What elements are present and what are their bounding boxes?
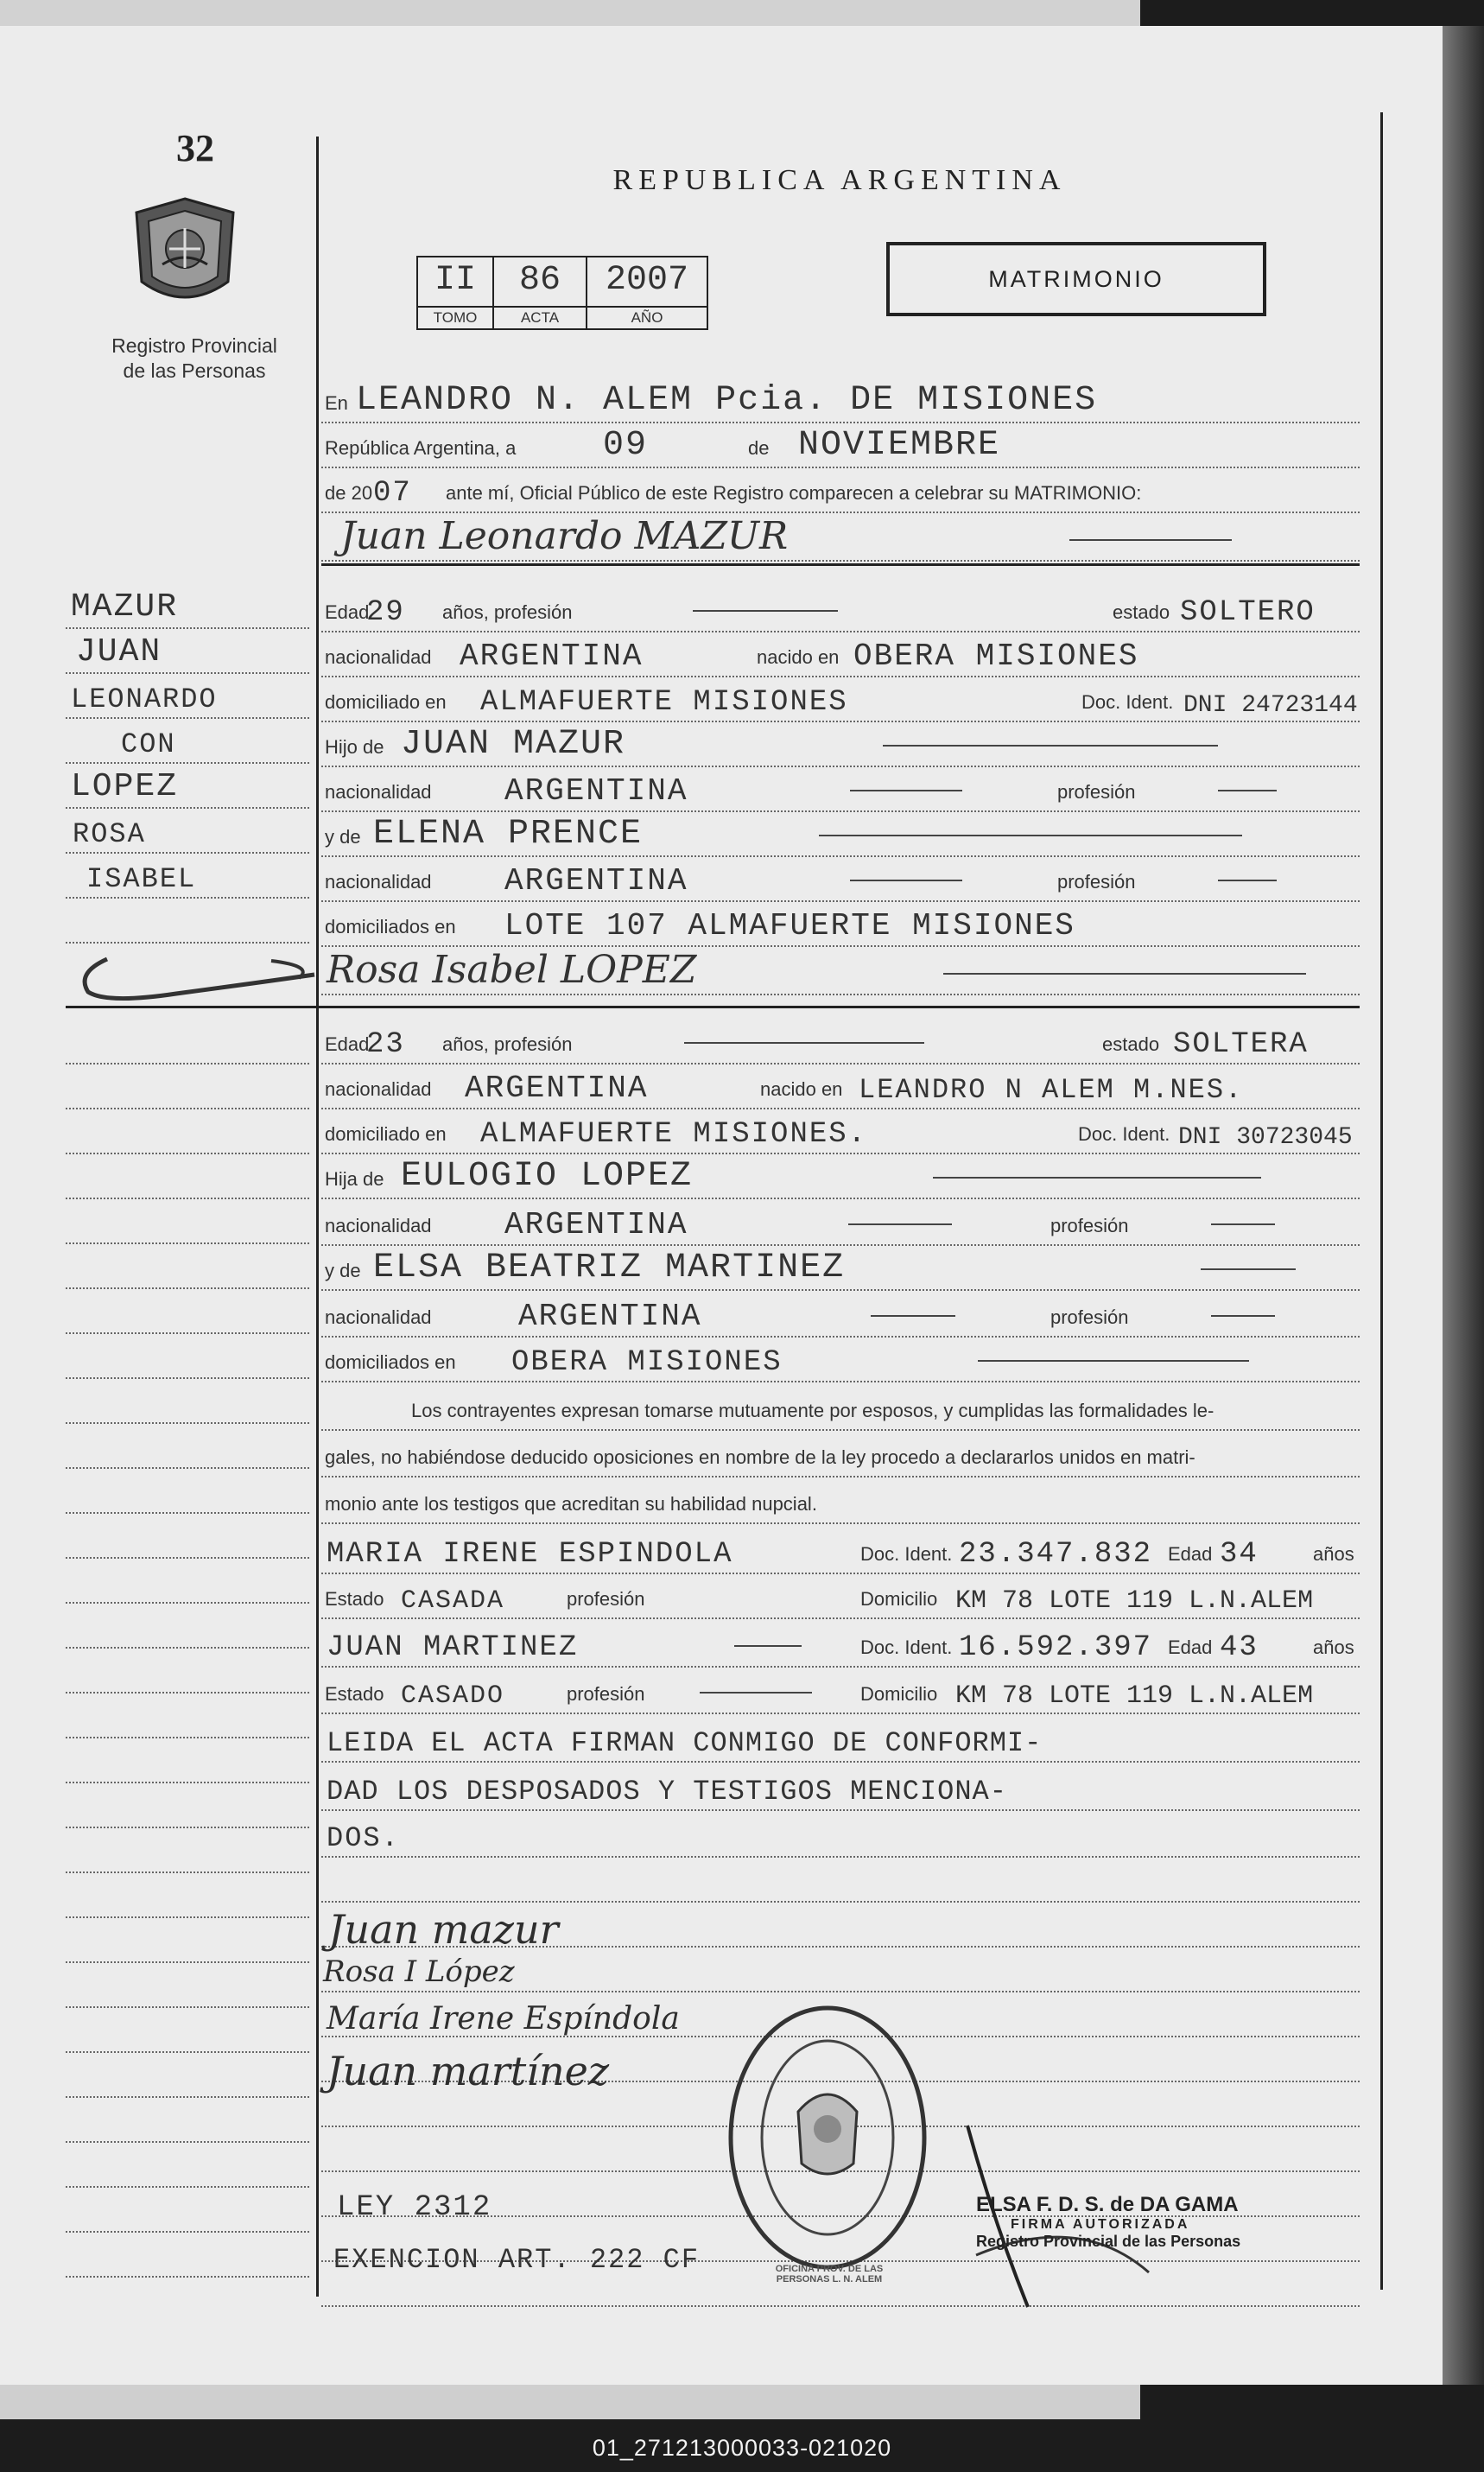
- bride-domiciliados-line: [321, 1338, 1360, 1382]
- groom-estado: SOLTERO: [1180, 596, 1316, 629]
- domiciliado-label: domiciliado en: [325, 1123, 447, 1145]
- bride-padre: EULOGIO LOPEZ: [401, 1157, 694, 1196]
- margin-line: [66, 1109, 309, 1154]
- bride-madre-nac: ARGENTINA: [518, 1299, 702, 1334]
- section-rule-1: [321, 563, 1360, 566]
- witness1-estado: CASADA: [401, 1586, 505, 1616]
- groom-madre: ELENA PRENCE: [373, 815, 644, 854]
- closing-line-2: [321, 1766, 1360, 1811]
- margin-rule: [316, 137, 319, 2297]
- year-line: [321, 468, 1360, 513]
- blank-line: [321, 1858, 1360, 1903]
- anos-label: años: [1313, 1543, 1354, 1565]
- stamp-role: FIRMA AUTORIZADA: [1011, 2217, 1190, 2232]
- estado-label: Estado: [325, 1683, 384, 1705]
- fill-dash: [1211, 1223, 1275, 1225]
- domiciliados-label: domiciliados en: [325, 1351, 456, 1373]
- groom-madre-nac: ARGENTINA: [504, 863, 688, 899]
- bride-nacionalidad-line: [321, 1064, 1360, 1109]
- groom-nacido: OBERA MISIONES: [853, 639, 1139, 674]
- groom-padre-nac-line: [321, 767, 1360, 812]
- bride-hija-line: [321, 1154, 1360, 1199]
- margin-line: [66, 1559, 309, 1604]
- groom-doc: DNI 24723144: [1183, 692, 1358, 719]
- signature-groom: Juan mazur: [328, 1906, 559, 1953]
- witness1-edad: 34: [1220, 1538, 1259, 1571]
- margin-note-text: LOPEZ: [71, 768, 179, 805]
- signature-bride: Rosa I López: [323, 1954, 515, 1989]
- doc-label: Doc. Ident.: [860, 1543, 953, 1565]
- witness1-line: [321, 1529, 1360, 1574]
- doc-label: Doc. Ident.: [1078, 1123, 1170, 1145]
- margin-line: [66, 1873, 309, 1918]
- margin-line: [66, 2008, 309, 2053]
- hijo-label: Hijo de: [325, 736, 384, 758]
- margin-line: [66, 1828, 309, 1873]
- witness1-domicilio: KM 78 LOTE 119 L.N.ALEM: [955, 1586, 1314, 1616]
- bride-nacionalidad: ARGENTINA: [465, 1071, 649, 1106]
- edad-label: Edad: [325, 1033, 370, 1055]
- page-number: 32: [176, 127, 214, 169]
- margin-line: [66, 2233, 309, 2278]
- hija-label: Hija de: [325, 1168, 384, 1190]
- exencion-note: EXENCION ART. 222 CF: [333, 2244, 701, 2276]
- nacionalidad-label: nacionalidad: [325, 646, 432, 668]
- margin-note-7: [66, 854, 309, 899]
- bride-name-line: [321, 950, 1360, 995]
- bride-nacido: LEANDRO N ALEM M.NES.: [859, 1074, 1244, 1106]
- witness2-domicilio: KM 78 LOTE 119 L.N.ALEM: [955, 1681, 1314, 1711]
- groom-madre-line: [321, 812, 1360, 857]
- profesion-label: profesión: [1050, 1306, 1129, 1328]
- fill-dash: [1069, 539, 1232, 541]
- profesion-label: profesión: [1050, 1215, 1129, 1236]
- fill-dash: [819, 835, 1242, 836]
- estado-label: estado: [1102, 1033, 1160, 1055]
- anos-label: años: [1313, 1636, 1354, 1658]
- official-seal-icon: [724, 1999, 931, 2276]
- margin-line: [66, 1694, 309, 1738]
- fill-dash: [684, 1042, 924, 1044]
- witness1-doc: 23.347.832: [959, 1538, 1153, 1571]
- tomo-cell: [416, 256, 494, 330]
- stamp-name: ELSA F. D. S. de DA GAMA: [976, 2193, 1239, 2216]
- groom-edad-line: [321, 588, 1360, 632]
- country-title: REPUBLICA ARGENTINA: [612, 164, 1067, 196]
- fill-dash: [734, 1645, 802, 1647]
- registro-line2: de las Personas: [123, 359, 266, 382]
- edad-label: Edad: [325, 601, 370, 623]
- margin-line: [66, 1469, 309, 1514]
- margin-note-text: ROSA: [73, 818, 146, 850]
- fill-dash: [1218, 790, 1277, 791]
- year-suffix: 07: [373, 477, 412, 510]
- right-rule: [1380, 112, 1383, 2290]
- fill-dash: [883, 745, 1218, 747]
- acta-value: 86: [518, 261, 561, 300]
- bride-madre: ELSA BEATRIZ MARTINEZ: [373, 1249, 846, 1287]
- anio-cell: [586, 256, 708, 330]
- tomo-label: TOMO: [418, 306, 492, 327]
- yde-label: y de: [325, 826, 361, 848]
- month-value: NOVIEMBRE: [798, 426, 1001, 465]
- closing-line-3: [321, 1813, 1360, 1858]
- witness2-line: [321, 1623, 1360, 1668]
- groom-domiciliados-line: [321, 902, 1360, 947]
- nacido-label: nacido en: [757, 646, 840, 668]
- margin-note-2: [66, 629, 309, 674]
- authorization-stamp: [976, 2193, 1270, 2251]
- groom-hijo-line: [321, 722, 1360, 767]
- signature-witness1: María Irene Espíndola: [327, 2001, 680, 2037]
- anos-profesion-label: años, profesión: [442, 601, 573, 623]
- registro-line1: Registro Provincial: [111, 334, 277, 357]
- closing-line-1: [321, 1718, 1360, 1763]
- margin-line: [66, 1738, 309, 1783]
- nacionalidad-label: nacionalidad: [325, 1215, 432, 1236]
- fill-dash: [871, 1315, 955, 1317]
- bride-domiciliados: OBERA MISIONES: [511, 1346, 783, 1379]
- bride-domicilio-line: [321, 1109, 1360, 1154]
- fill-dash: [700, 1692, 812, 1694]
- place-line: [321, 378, 1360, 423]
- nacionalidad-label: nacionalidad: [325, 781, 432, 803]
- margin-note-text: JUAN: [76, 633, 162, 670]
- bride-madre-line: [321, 1246, 1360, 1291]
- formal-text-2: gales, no habiéndose deducido oposiciones en nombre de la ley procedo a declararlos unidos en matri-: [325, 1446, 1195, 1468]
- margin-line: [66, 899, 309, 944]
- margin-line: [66, 1334, 309, 1379]
- margin-note-6: [66, 809, 309, 854]
- margin-line: [66, 2098, 309, 2143]
- document-type-box: MATRIMONIO: [886, 242, 1266, 316]
- fill-dash: [1218, 880, 1277, 881]
- groom-domicilio: ALMAFUERTE MISIONES: [480, 686, 848, 719]
- witness1-name: MARIA IRENE ESPINDOLA: [327, 1538, 733, 1571]
- margin-note-5: [66, 764, 309, 809]
- profesion-label: profesión: [1057, 781, 1136, 803]
- tomo-value: II: [434, 261, 476, 300]
- groom-edad: 29: [366, 596, 405, 629]
- nacionalidad-label: nacionalidad: [325, 1306, 432, 1328]
- nacido-label: nacido en: [760, 1078, 843, 1100]
- date-line: [321, 423, 1360, 468]
- profesion-label: profesión: [567, 1683, 645, 1705]
- groom-madre-nac-line: [321, 857, 1360, 902]
- margin-line: [66, 1918, 309, 1963]
- year-prefix: de 20: [325, 482, 373, 504]
- bride-edad-line: [321, 1020, 1360, 1064]
- stamp-office: Registro Provincial de las Personas: [976, 2233, 1241, 2250]
- bride-madre-nac-line: [321, 1293, 1360, 1338]
- fill-dash: [943, 973, 1306, 975]
- margin-line: [66, 2143, 309, 2188]
- oficial-text: ante mí, Oficial Público de este Registro comparecen a celebrar su MATRIMONIO:: [446, 482, 1142, 504]
- nacionalidad-label: nacionalidad: [325, 1078, 432, 1100]
- province-emblem-icon: [131, 195, 238, 316]
- margin-line: [66, 1424, 309, 1469]
- edad-label: Edad: [1168, 1543, 1213, 1565]
- page-edge: [1443, 26, 1484, 2385]
- closing-text-2: DAD LOS DESPOSADOS Y TESTIGOS MENCIONA-: [327, 1776, 1007, 1808]
- domicilio-label: Domicilio: [860, 1683, 938, 1705]
- groom-name: Juan Leonardo MAZUR: [340, 514, 789, 558]
- margin-note-4: [66, 719, 309, 764]
- margin-note-text: ISABEL: [86, 863, 197, 895]
- groom-domiciliados: LOTE 107 ALMAFUERTE MISIONES: [504, 908, 1075, 944]
- margin-line: [66, 1064, 309, 1109]
- margin-line: [66, 2188, 309, 2233]
- registro-label: [86, 334, 302, 384]
- witness2-edad: 43: [1220, 1631, 1259, 1664]
- anio-label: AÑO: [587, 306, 707, 327]
- closing-text-1: LEIDA EL ACTA FIRMAN CONMIGO DE CONFORMI-: [327, 1727, 1043, 1759]
- witness1-estado-line: [321, 1574, 1360, 1619]
- ley-note: LEY 2312: [337, 2191, 492, 2224]
- witness2-name: JUAN MARTINEZ: [327, 1631, 579, 1664]
- profesion-label: profesión: [567, 1588, 645, 1610]
- bride-name: Rosa Isabel LOPEZ: [327, 948, 697, 992]
- bride-doc: DNI 30723045: [1178, 1124, 1353, 1151]
- margin-line: [66, 1154, 309, 1199]
- margin-line: [66, 1244, 309, 1289]
- en-label: En: [325, 392, 348, 414]
- acta-cell: [492, 256, 587, 330]
- day-value: 09: [603, 426, 649, 465]
- margin-line: [66, 1649, 309, 1694]
- bride-estado: SOLTERA: [1173, 1028, 1309, 1061]
- yde-label: y de: [325, 1260, 361, 1281]
- place-value: LEANDRO N. ALEM Pcia. DE MISIONES: [356, 381, 1098, 420]
- signature-witness2: Juan martínez: [327, 2048, 610, 2094]
- fill-dash: [693, 610, 838, 612]
- margin-line: [66, 1783, 309, 1828]
- domicilio-label: Domicilio: [860, 1588, 938, 1610]
- witness2-doc: 16.592.397: [959, 1631, 1153, 1664]
- fill-dash: [933, 1177, 1261, 1179]
- witness2-estado-line: [321, 1669, 1360, 1714]
- fill-dash: [848, 1223, 952, 1225]
- nacionalidad-label: nacionalidad: [325, 871, 432, 893]
- fill-dash: [850, 790, 962, 791]
- groom-domicilio-line: [321, 677, 1360, 722]
- margin-line: [66, 2053, 309, 2098]
- edad-label: Edad: [1168, 1636, 1213, 1658]
- margin-line: [66, 1963, 309, 2008]
- doc-label: Doc. Ident.: [860, 1636, 953, 1658]
- fill-dash: [1201, 1268, 1296, 1270]
- de-label: de: [748, 437, 770, 459]
- bride-padre-nac: ARGENTINA: [504, 1207, 688, 1242]
- margin-note-1: [66, 584, 309, 629]
- groom-padre: JUAN MAZUR: [401, 725, 626, 764]
- margin-line: [66, 1289, 309, 1334]
- margin-note-text: CON: [121, 728, 176, 760]
- margin-note-3: [66, 674, 309, 719]
- fill-dash: [850, 880, 962, 881]
- scan-id-footer: 01_271213000033-021020: [592, 2435, 892, 2461]
- formal-text-3: monio ante los testigos que acreditan su habilidad nupcial.: [325, 1493, 817, 1515]
- groom-padre-nac: ARGENTINA: [504, 773, 688, 809]
- groom-nacionalidad-line: [321, 632, 1360, 677]
- doc-label: Doc. Ident.: [1081, 691, 1174, 713]
- fill-dash: [1211, 1315, 1275, 1317]
- margin-line: [66, 1514, 309, 1559]
- profesion-label: profesión: [1057, 871, 1136, 893]
- margin-line: [66, 1604, 309, 1649]
- witness2-estado: CASADO: [401, 1681, 505, 1711]
- bride-domicilio: ALMAFUERTE MISIONES.: [480, 1118, 868, 1151]
- margin-note-text: MAZUR: [71, 588, 179, 626]
- under-sheet: [0, 2385, 1140, 2419]
- margin-line: [66, 1379, 309, 1424]
- estado-label: estado: [1113, 601, 1170, 623]
- formal-line-2: [321, 1433, 1360, 1477]
- bride-padre-nac-line: [321, 1201, 1360, 1246]
- fill-dash: [978, 1360, 1249, 1362]
- anos-profesion-label: años, profesión: [442, 1033, 573, 1055]
- formal-text-1: Los contrayentes expresan tomarse mutuamente por esposos, y cumplidas las formalidades le-: [411, 1400, 1214, 1421]
- closing-text-3: DOS.: [327, 1822, 400, 1854]
- seal-text: OFICINA PROV. DE LAS PERSONAS L. N. ALEM: [775, 2264, 884, 2285]
- domiciliados-label: domiciliados en: [325, 916, 456, 937]
- groom-name-line: [321, 514, 1360, 562]
- formal-line-3: [321, 1479, 1360, 1524]
- formal-line-1: [321, 1386, 1360, 1431]
- domiciliado-label: domiciliado en: [325, 691, 447, 713]
- margin-note-text: LEONARDO: [71, 683, 218, 715]
- anio-value: 2007: [605, 261, 688, 300]
- republica-label: República Argentina, a: [325, 437, 517, 459]
- groom-nacionalidad: ARGENTINA: [460, 639, 644, 674]
- margin-flourish: [73, 949, 323, 1009]
- margin-line: [66, 1199, 309, 1244]
- bride-edad: 23: [366, 1028, 405, 1061]
- margin-line: [66, 1020, 309, 1064]
- acta-label: ACTA: [494, 306, 586, 327]
- estado-label: Estado: [325, 1588, 384, 1610]
